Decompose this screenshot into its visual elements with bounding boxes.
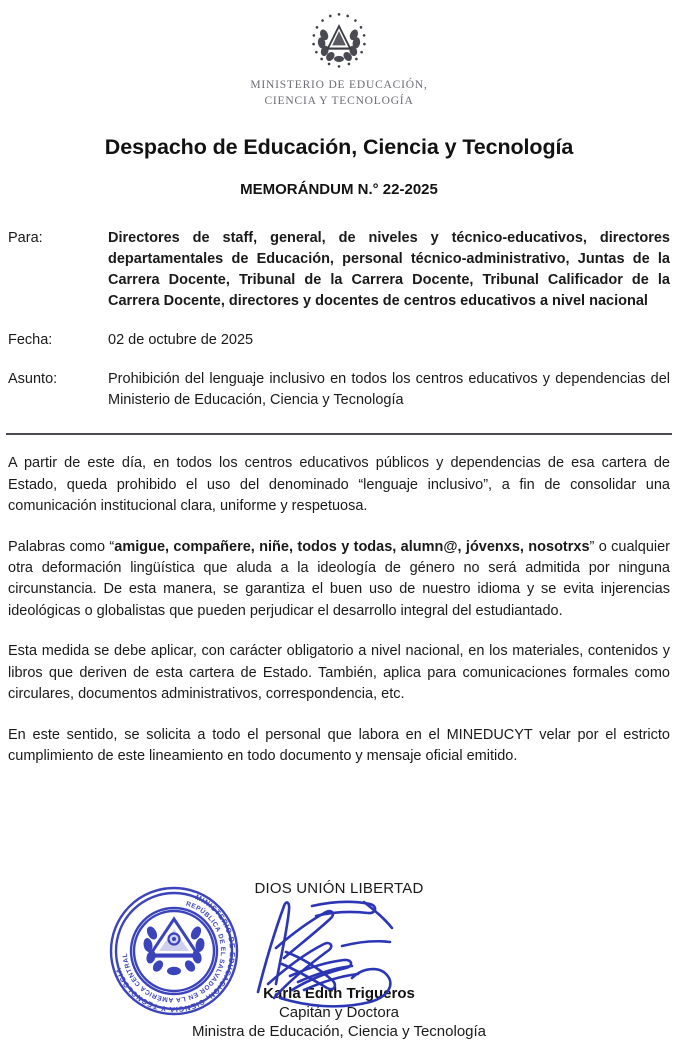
p2-post-text: ” o cualquier otra deformación lingüística que aluda a la ideología de género no será admitida por ninguna circunstancia. De esta manera, se garantiza el buen uso de nuestro idioma y se evita injerencias ideológicas o globalistas que pueden perjudicar el desarrollo integral del estudiantado.	[8, 538, 671, 619]
svg-text:REPÚBLICA DE EL SALVADOR EN LA: REPÚBLICA DE EL SALVADOR EN LA AMÉRICA CENTRAL	[121, 900, 227, 1004]
svg-text:MINISTERIO DE EDUCACIÓN, CIENC: MINISTERIO DE EDUCACIÓN, CIENCIA Y TECNOLOGÍA	[113, 892, 238, 1015]
para-label: Para:	[8, 230, 43, 247]
header-divider	[6, 433, 672, 435]
ministry-line-2: CIENCIA Y TECNOLOGÍA	[264, 94, 414, 107]
national-motto: DIOS UNIÓN LIBERTAD	[254, 880, 424, 897]
asunto-label: Asunto:	[8, 371, 58, 388]
body-paragraph-1: A partir de este día, en todos los centros educativos públicos y dependencias de esa cartera de Estado, queda prohibido el uso del denominado “lenguaje inclusivo”, a fin de consolidar una comunicación institucional clara, uniforme y respetuosa.	[8, 455, 670, 515]
el-salvador-coat-of-arms-icon	[308, 10, 370, 72]
field-row-asunto	[8, 369, 670, 411]
fecha-value: 02 de octubre de 2025	[108, 332, 254, 349]
signer-rank: Capitán y Doctora	[278, 1004, 400, 1021]
memo-number: MEMORÁNDUM N.° 22-2025	[240, 181, 438, 199]
body-paragraph-3: Esta medida se debe aplicar, con carácter obligatorio a nivel nacional, en los materiales, contenidos y libros que deriven de esta cartera de Estado. También, aplica para comunicaciones formales como circulares, documentos administrativos, correspondencia, etc.	[8, 643, 670, 703]
signer-name: Karla Edith Trigueros	[263, 985, 415, 1002]
ministry-line-1: MINISTERIO DE EDUCACIÓN,	[250, 79, 428, 91]
memo-body	[0, 453, 678, 767]
ministry-name	[0, 78, 678, 109]
signer-role: Ministra de Educación, Ciencia y Tecnología	[191, 1023, 487, 1040]
letterhead	[0, 0, 678, 109]
para-value: Directores de staff, general, de niveles y técnico-educativos, directores departamentales de Educación, personal técnico-administrativo, Juntas de la Carrera Docente, Tribunal de la Carrera Docente, Tribunal Calificador de la Carrera Docente, directores y docentes de centros educativos a nivel nacional	[108, 230, 670, 310]
field-row-fecha	[8, 330, 670, 351]
page-title: Despacho de Educación, Ciencia y Tecnología	[104, 135, 574, 160]
official-seal-stamp-icon	[108, 885, 240, 1017]
asunto-value: Prohibición del lenguaje inclusivo en todos los centros educativos y dependencias del Ministerio de Educación, Ciencia y Tecnología	[108, 371, 670, 409]
field-row-para	[8, 228, 670, 312]
body-paragraph-4: En este sentido, se solicita a todo el personal que labora en el MINEDUCYT velar por el estricto cumplimiento de este lineamiento en todo documento y mensaje oficial emitido.	[8, 726, 670, 765]
memo-fields	[0, 228, 678, 411]
fecha-label: Fecha:	[8, 332, 53, 349]
p2-banned-terms: amigue, compañere, niñe, todos y todas, alumn@, jóvenxs, nosotrxs	[114, 538, 590, 555]
signature-block	[0, 880, 678, 1040]
body-paragraph-2	[8, 537, 670, 623]
p2-pre-text: Palabras como “	[8, 538, 115, 555]
